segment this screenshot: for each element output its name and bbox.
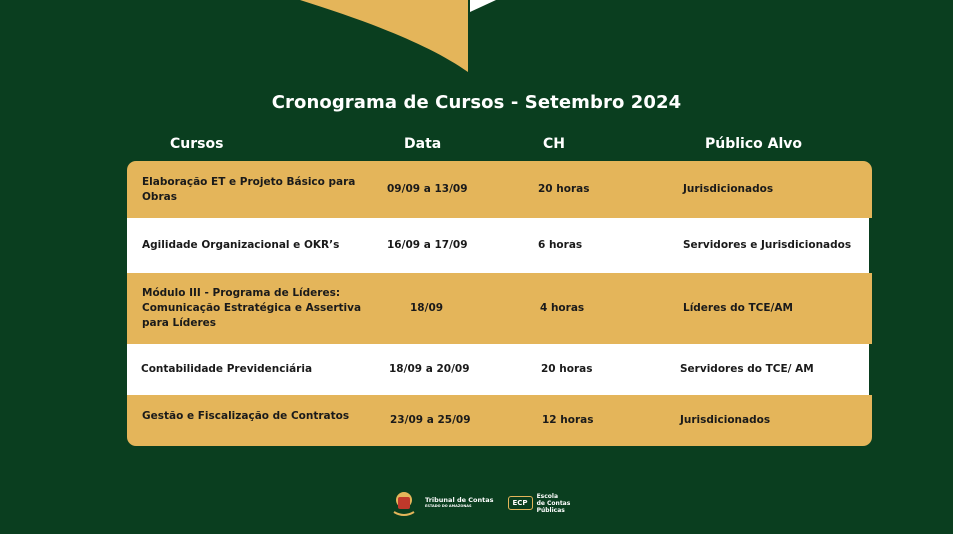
decorative-book-shape <box>0 0 953 80</box>
audience-cell: Jurisdicionados <box>680 414 771 426</box>
table-row <box>127 273 872 344</box>
date-cell: 18/09 a 20/09 <box>389 363 470 375</box>
course-cell: Módulo III - Programa de Líderes: Comunicação Estratégica e Assertiva para Líderes <box>142 287 362 329</box>
date-cell: 09/09 a 13/09 <box>387 183 468 195</box>
course-cell: Agilidade Organizacional e OKR’s <box>142 239 340 251</box>
header-date: Data <box>404 136 442 152</box>
table-row <box>127 395 872 446</box>
ecp-name-line: Escola <box>536 492 559 500</box>
hours-cell: 20 horas <box>541 363 593 375</box>
table-row <box>127 218 869 273</box>
header-audience: Público Alvo <box>705 136 803 152</box>
ecp-name-line: Públicas <box>536 506 565 514</box>
page-title: Cronograma de Cursos - Setembro 2024 <box>271 92 682 113</box>
table-row <box>127 344 869 395</box>
header-courses: Cursos <box>170 136 224 152</box>
footer-logos <box>391 488 570 518</box>
course-cell: Gestão e Fiscalização de Contratos <box>142 410 350 422</box>
hours-cell: 12 horas <box>542 414 594 426</box>
course-schedule-table <box>127 161 872 446</box>
audience-cell: Servidores e Jurisdicionados <box>683 239 852 251</box>
table-row <box>127 161 872 218</box>
hours-cell: 4 horas <box>540 302 585 314</box>
tce-name: Tribunal de Contas <box>425 496 494 504</box>
ecp-name-line: de Contas <box>536 499 571 507</box>
audience-cell: Servidores do TCE/ AM <box>680 363 814 375</box>
hours-cell: 6 horas <box>538 239 583 251</box>
ecp-logo <box>508 493 571 514</box>
tce-subtitle: ESTADO DO AMAZONAS <box>425 504 472 508</box>
course-cell: Contabilidade Previdenciária <box>141 363 313 375</box>
date-cell: 23/09 a 25/09 <box>390 414 471 426</box>
ecp-logo-text <box>537 493 571 514</box>
date-cell: 18/09 <box>410 302 444 314</box>
tce-logo-text <box>425 497 494 509</box>
ecp-badge: ECP <box>508 496 533 510</box>
audience-cell: Jurisdicionados <box>683 183 774 195</box>
date-cell: 16/09 a 17/09 <box>387 239 468 251</box>
header-hours: CH <box>543 136 565 152</box>
course-cell: Elaboração ET e Projeto Básico para Obras <box>142 175 356 203</box>
hours-cell: 20 horas <box>538 183 590 195</box>
audience-cell: Líderes do TCE/AM <box>683 302 793 314</box>
tce-crest-icon <box>391 488 417 518</box>
